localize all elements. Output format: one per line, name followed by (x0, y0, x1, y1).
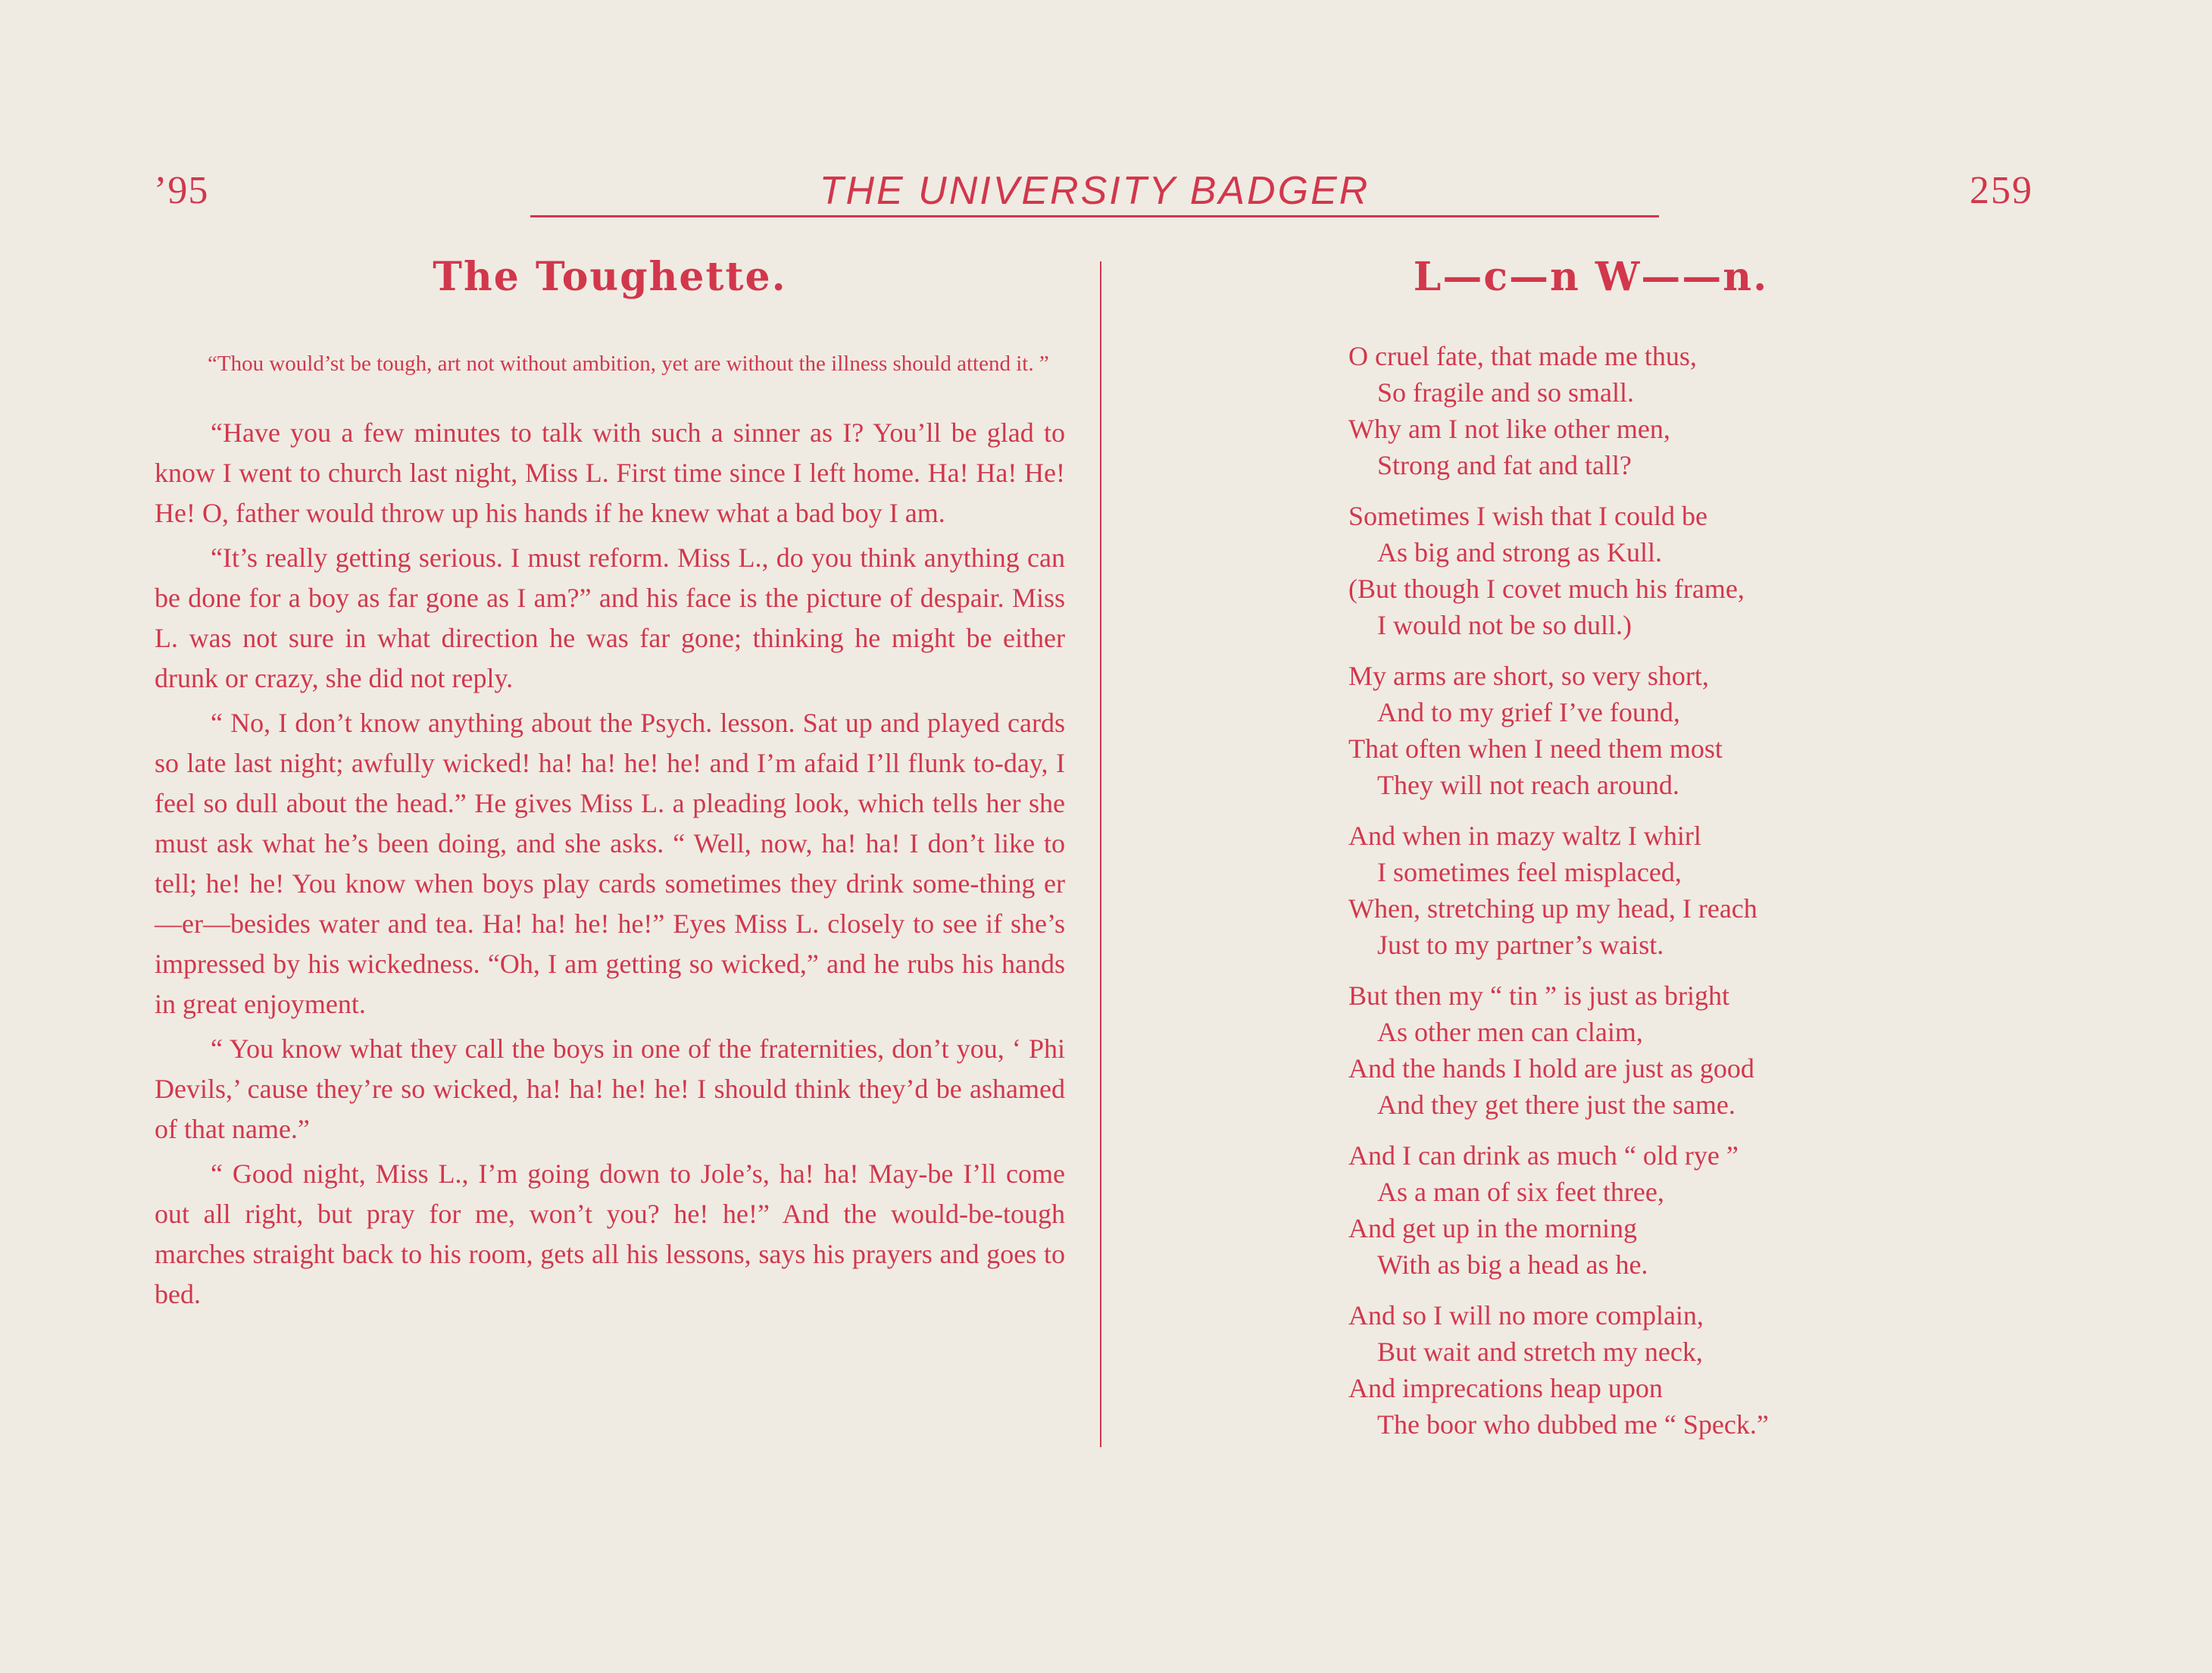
poem-line: I sometimes feel misplaced, (1377, 857, 1682, 887)
poem-stanza (1348, 977, 1970, 1123)
poem-line: As a man of six feet three, (1377, 1177, 1664, 1207)
poem-line: And to my grief I’ve found, (1377, 697, 1680, 727)
poem-line: And they get there just the same. (1377, 1090, 1736, 1120)
header-year: ’95 (154, 169, 209, 212)
poem-line: The boor who dubbed me “ Speck.” (1377, 1409, 1769, 1440)
poem-line: And when in mazy waltz I whirl (1348, 821, 1701, 851)
poem-line: Strong and fat and tall? (1377, 450, 1632, 480)
poem-title: L—c—n W——n. (1413, 254, 1769, 300)
poem-line: And I can drink as much “ old rye ” (1348, 1140, 1739, 1171)
story-paragraph: “ Good night, Miss L., I’m going down to Jole’s, ha! ha! May-be I’ll come out all right, but pray for me, won’t you? he! he!” And the would-be-tough marches straight back to his room, gets all his lessons, says his prayers and goes to bed. (155, 1159, 1065, 1309)
poem-stanza (1348, 338, 1970, 483)
poem-line: Why am I not like other men, (1348, 414, 1670, 444)
poem-line: So fragile and so small. (1377, 377, 1634, 408)
poem (1212, 338, 1970, 1443)
poem-stanza (1348, 498, 1970, 643)
poem-line: Just to my partner’s waist. (1377, 930, 1664, 960)
poem-line: But wait and stretch my neck, (1377, 1337, 1703, 1367)
poem-line: O cruel fate, that made me thus, (1348, 341, 1697, 371)
left-column (155, 254, 1065, 1319)
poem-stanza (1348, 658, 1970, 803)
poem-line: When, stretching up my head, I reach (1348, 893, 1757, 924)
epigraph: “Thou would’st be tough, art not without ambition, yet are without the illness should attend it. ” (208, 352, 1049, 376)
header-title: THE UNIVERSITY BADGER (819, 169, 1370, 213)
poem-line: Sometimes I wish that I could be (1348, 501, 1707, 531)
poem-line: As big and strong as Kull. (1377, 537, 1662, 568)
poem-line: And get up in the morning (1348, 1213, 1637, 1243)
poem-line: My arms are short, so very short, (1348, 661, 1709, 691)
right-column (1212, 254, 1970, 1457)
poem-line: That often when I need them most (1348, 733, 1723, 764)
poem-line: (But though I covet much his frame, (1348, 574, 1745, 604)
story-title: The Toughette. (433, 254, 787, 300)
poem-stanza (1348, 1297, 1970, 1443)
poem-line: And the hands I hold are just as good (1348, 1053, 1754, 1084)
story-paragraph: “Have you a few minutes to talk with such a sinner as I? You’ll be glad to know I went to church last night, Miss L. First time since I left home. Ha! Ha! He! He! O, father would throw up his hands if he knew what a bad boy I am. (155, 417, 1065, 528)
poem-line: I would not be so dull.) (1377, 610, 1632, 640)
story-paragraph: “ You know what they call the boys in one of the fraternities, don’t you, ‘ Phi Devils,’ cause they’re so wicked, ha! ha! he! he! I should think they’d be ashamed of that name.” (155, 1034, 1065, 1144)
poem-line: With as big a head as he. (1377, 1249, 1648, 1280)
header-rule (530, 215, 1659, 217)
poem-line: But then my “ tin ” is just as bright (1348, 980, 1729, 1011)
story-paragraph: “ No, I don’t know anything about the Psych. lesson. Sat up and played cards so late last night; awfully wicked! ha! ha! he! he! and I’m afaid I’ll flunk to-day, I feel so dull about the head.” He gives Miss L. a pleading look, which tells her she must ask what he’s been doing, and she asks. “ Well, now, ha! ha! I don’t like to tell; he! he! You know when boys play cards sometimes they drink some-thing er—er—besides water and tea. Ha! ha! he! he!” Eyes Miss L. closely to see if she’s impressed by his wickedness. “Oh, I am getting so wicked,” and he rubs his hands in great enjoyment. (155, 708, 1065, 1019)
column-divider (1100, 261, 1101, 1447)
poem-line: And so I will no more complain, (1348, 1300, 1704, 1331)
story-body (155, 413, 1065, 1315)
poem-line: They will not reach around. (1377, 770, 1679, 800)
poem-stanza (1348, 818, 1970, 963)
page-number: 259 (1970, 169, 2033, 212)
story-paragraph: “It’s really getting serious. I must reform. Miss L., do you think anything can be done for a boy as far gone as I am?” and his face is the picture of despair. Miss L. was not sure in what direction he was far gone; thinking he might be either drunk or crazy, she did not reply. (155, 543, 1065, 693)
poem-line: And imprecations heap upon (1348, 1373, 1663, 1403)
poem-line: As other men can claim, (1377, 1017, 1643, 1047)
poem-stanza (1348, 1137, 1970, 1283)
